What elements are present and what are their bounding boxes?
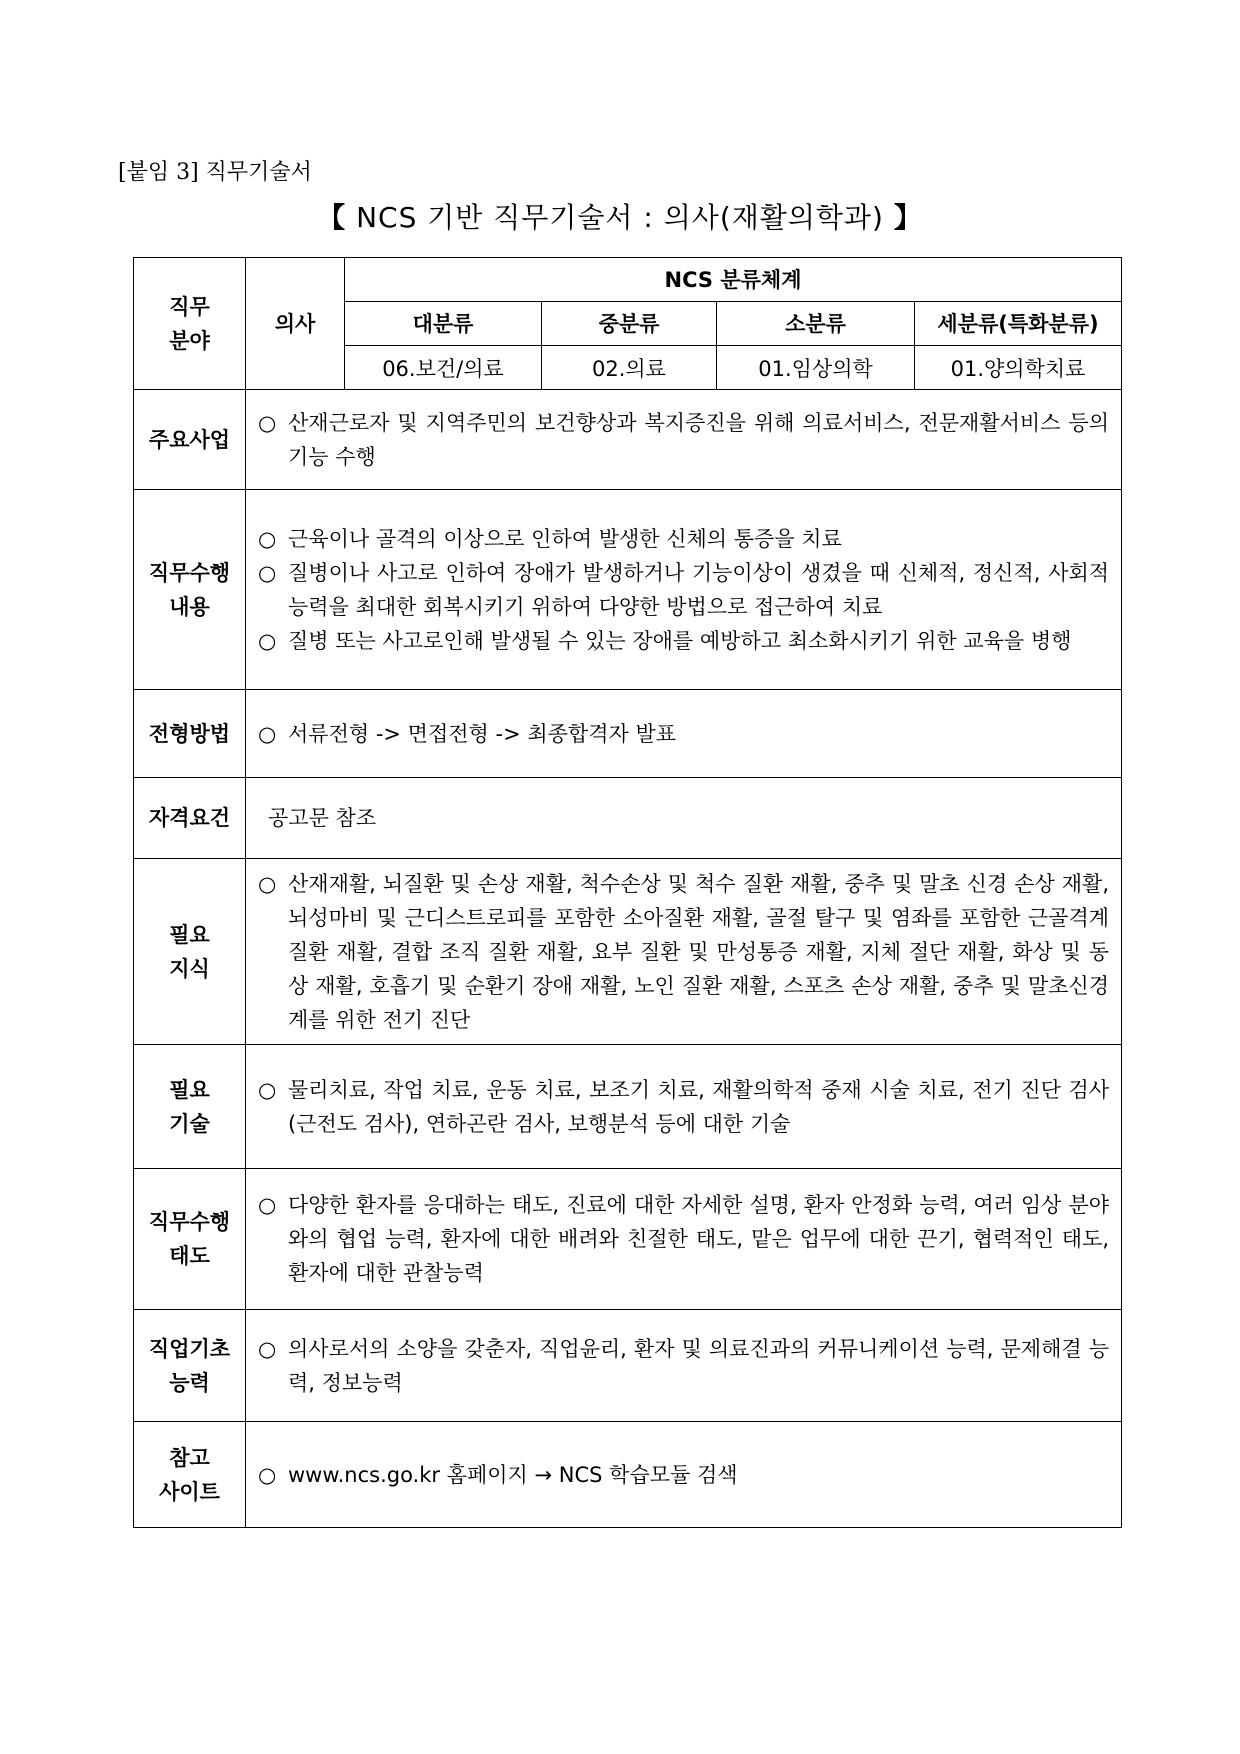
bullet-icon: ○ xyxy=(258,628,277,653)
item-text: 다양한 환자를 응대하는 태도, 진료에 대한 자세한 설명, 환자 안정화 능력, 여러 임상 분야와의 협업 능력, 환자에 대한 배려와 친절한 태도, 맡은 업무에 대한 끈기, 협력적인 태도, 환자에 대한 관찰능력 xyxy=(288,1193,1110,1285)
item-text: 공고문 참조 xyxy=(268,806,377,830)
item-text: 서류전형 -> 면접전형 -> 최종합격자 발표 xyxy=(288,721,677,746)
title-text: NCS 기반 직무기술서 : 의사(재활의학과) xyxy=(356,201,884,234)
attachment-heading xyxy=(118,155,312,186)
list-item xyxy=(258,556,1109,624)
row-label xyxy=(134,1045,246,1169)
list-item xyxy=(258,1188,1109,1290)
row-duties xyxy=(134,490,1122,690)
bullet-icon: ○ xyxy=(258,1077,277,1102)
item-text: 질병 또는 사고로인해 발생될 수 있는 장애를 예방하고 최소화시키기 위한 교육을 병행 xyxy=(288,628,1072,653)
item-text: 산재재활, 뇌질환 및 손상 재활, 척수손상 및 척수 질환 재활, 중추 및 말초 신경 손상 재활, 뇌성마비 및 근디스트로피를 포함한 소아질환 재활, 골절 탈구 및 염좌를 포함한 근골격계 질환 재활, 결합 조직 질환 재활, 요부 질환 및 만성통증 재활, 지체 절단 재활, 화상 및 동상 재활, 호흡기 및 순환기 장애 재활, 노인 질환 재활, 스포츠 손상 재활, 중추 및 말초신경계를 위한 전기 진단 xyxy=(288,871,1110,1032)
bullet-icon: ○ xyxy=(258,721,277,746)
row-basic-competency xyxy=(134,1310,1122,1422)
attachment-title: 직무기술서 xyxy=(205,160,312,185)
row-label xyxy=(134,690,246,778)
job-name-cell xyxy=(246,258,345,390)
list-item xyxy=(258,1332,1109,1400)
row-label-text: 자격요건 xyxy=(148,806,231,830)
row-content xyxy=(246,859,1122,1045)
bullet-icon: ○ xyxy=(258,560,277,585)
row-content xyxy=(246,690,1122,778)
list-item xyxy=(258,406,1109,474)
class-value-major: 06.보건/의료 xyxy=(345,346,542,390)
item-text: 물리치료, 작업 치료, 운동 치료, 보조기 치료, 재활의학적 중재 시술 치료, 전기 진단 검사(근전도 검사), 연하곤란 검사, 보행분석 등에 대한 기술 xyxy=(288,1077,1110,1136)
item-text: 산재근로자 및 지역주민의 보건향상과 복지증진을 위해 의료서비스, 전문재활서비스 등의 기능 수행 xyxy=(288,410,1110,469)
row-label-text: 필요 기술 xyxy=(169,1077,210,1136)
row-content xyxy=(246,490,1122,690)
class-value-minor: 01.임상의학 xyxy=(717,346,915,390)
row-content xyxy=(246,1045,1122,1169)
class-header-detail: 세분류(특화분류) xyxy=(915,302,1122,346)
item-text: 질병이나 사고로 인하여 장애가 발생하거나 기능이상이 생겼을 때 신체적, 정신적, 사회적 능력을 최대한 회복시키기 위하여 다양한 방법으로 접근하여 치료 xyxy=(288,560,1110,619)
attachment-label: [붙임 3] xyxy=(118,160,199,185)
row-label xyxy=(134,1310,246,1422)
job-field-label-text: 직무 분야 xyxy=(169,294,210,353)
row-label xyxy=(134,1422,246,1528)
row-label xyxy=(134,390,246,490)
bullet-icon: ○ xyxy=(258,1462,277,1487)
row-label xyxy=(134,778,246,859)
row-label xyxy=(134,859,246,1045)
class-header-minor: 소분류 xyxy=(717,302,915,346)
row-content xyxy=(246,1310,1122,1422)
class-header-middle: 중분류 xyxy=(542,302,717,346)
row-label-text: 주요사업 xyxy=(148,427,231,452)
ncs-header: NCS 분류체계 xyxy=(664,267,802,292)
item-text: 근육이나 골격의 이상으로 인하여 발생한 신체의 통증을 치료 xyxy=(288,526,842,551)
row-label xyxy=(134,490,246,690)
row-main-business xyxy=(134,390,1122,490)
ncs-header-cell xyxy=(345,258,1122,302)
row-label-text: 직무수행 내용 xyxy=(148,560,231,619)
row-content xyxy=(246,1169,1122,1310)
row-content xyxy=(246,778,1122,859)
job-name: 의사 xyxy=(274,311,316,336)
list-item xyxy=(258,717,1109,751)
row-content xyxy=(246,1422,1122,1528)
list-item xyxy=(258,624,1109,658)
row-label-text: 전형방법 xyxy=(148,721,231,746)
list-item xyxy=(258,522,1109,556)
title-close-bracket: 】 xyxy=(893,201,923,234)
bullet-icon: ○ xyxy=(258,871,277,896)
class-value-middle: 02.의료 xyxy=(542,346,717,390)
bullet-icon: ○ xyxy=(258,1336,277,1361)
class-value-detail: 01.양의학치료 xyxy=(915,346,1122,390)
document-title xyxy=(118,196,1122,236)
row-label xyxy=(134,1169,246,1310)
row-selection xyxy=(134,690,1122,778)
row-qualifications xyxy=(134,778,1122,859)
bullet-icon: ○ xyxy=(258,526,277,551)
job-field-label xyxy=(134,258,246,390)
job-description-table xyxy=(133,257,1122,1528)
title-open-bracket: 【 xyxy=(317,201,347,234)
row-knowledge xyxy=(134,859,1122,1045)
row-label-text: 직무수행 태도 xyxy=(148,1210,231,1268)
class-header-major: 대분류 xyxy=(345,302,542,346)
row-content xyxy=(246,390,1122,490)
row-reference-site xyxy=(134,1422,1122,1528)
list-item xyxy=(258,1073,1109,1141)
row-label-text: 필요 지식 xyxy=(169,922,210,981)
bullet-icon: ○ xyxy=(258,410,277,435)
item-text: 의사로서의 소양을 갖춘자, 직업윤리, 환자 및 의료진과의 커뮤니케이션 능력, 문제해결 능력, 정보능력 xyxy=(288,1336,1110,1395)
row-attitude xyxy=(134,1169,1122,1310)
item-text: www.ncs.go.kr 홈페이지 → NCS 학습모듈 검색 xyxy=(288,1462,738,1487)
row-label-text: 참고 사이트 xyxy=(159,1445,220,1504)
list-item xyxy=(258,1458,1109,1492)
row-skills xyxy=(134,1045,1122,1169)
bullet-icon: ○ xyxy=(258,1193,277,1217)
row-label-text: 직업기초 능력 xyxy=(148,1336,231,1395)
list-item xyxy=(258,867,1109,1037)
